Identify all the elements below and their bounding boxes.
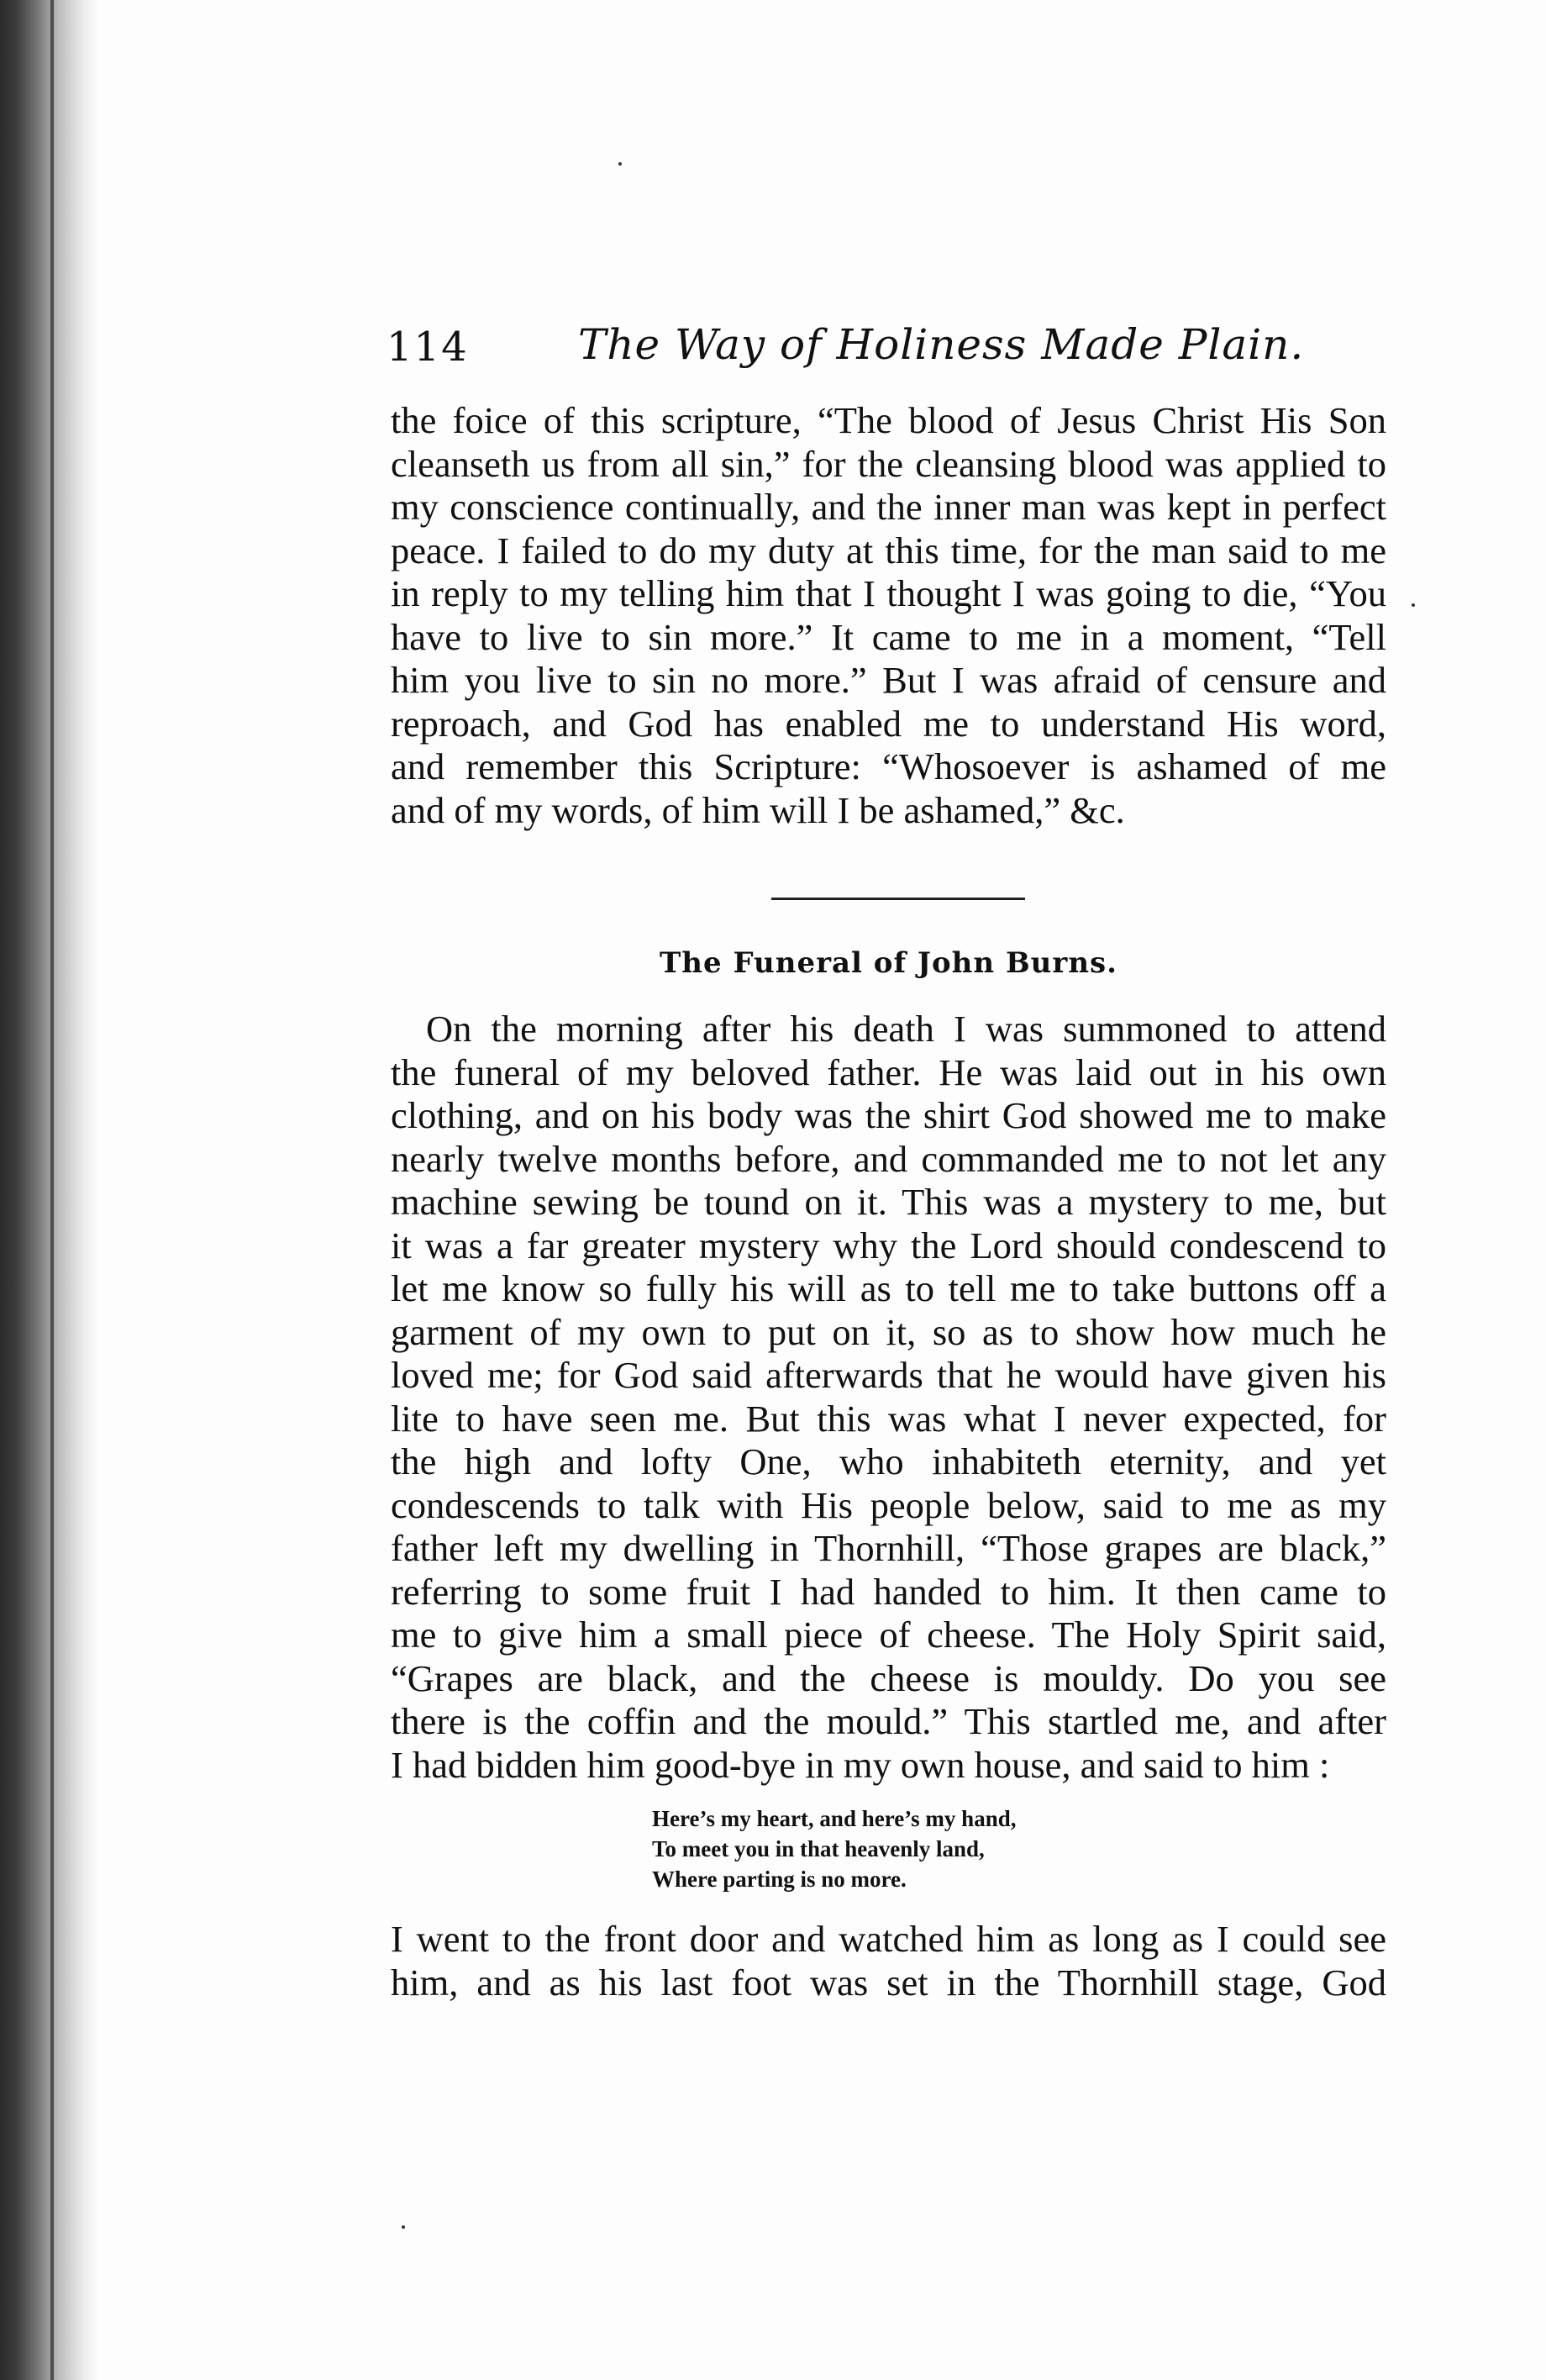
page-number: 114 (386, 324, 469, 371)
text-line: cleanseth us from all sin,” for the cleansing blood was applied to (391, 442, 1386, 485)
running-title: The Way of Holiness Made Plain. (578, 320, 1305, 369)
text-line: reproach, and God has enabled me to understand His word, (391, 702, 1386, 745)
verse-block (652, 1803, 1016, 1894)
text-line: have to live to sin more.” It came to me in a moment, “Tell (391, 615, 1386, 658)
text-line: loved me; for God said afterwards that he would have given his (391, 1354, 1386, 1396)
scan-speck (618, 162, 622, 166)
text-line: the high and lofty One, who inhabiteth eternity, and yet (391, 1440, 1386, 1482)
text-line: and of my words, of him will I be ashamed,” &c. (391, 788, 1125, 831)
verse-line: To meet you in that heavenly land, (652, 1836, 985, 1861)
text-line: the funeral of my beloved father. He was laid out in his own (391, 1050, 1386, 1093)
text-line: lite to have seen me. But this was what I never expected, for (391, 1397, 1386, 1440)
funeral-paragraph (391, 1008, 1386, 1787)
text-line: machine sewing be tound on it. This was a mystery to me, but (391, 1181, 1386, 1223)
section-heading: The Funeral of John Burns. (659, 946, 1118, 980)
text-line: clothing, and on his body was the shirt God showed me to make (391, 1094, 1386, 1136)
scan-speck (1412, 603, 1415, 607)
text-line: I went to the front door and watched him as long as I could see (391, 1918, 1386, 1960)
text-line: my conscience continually, and the inner man was kept in perfect (391, 486, 1386, 528)
book-gutter (0, 0, 101, 2380)
text-line: and remember this Scripture: “Whosoever is ashamed of me (391, 745, 1386, 787)
text-line: father left my dwelling in Thornhill, “Those grapes are black,” (391, 1527, 1386, 1569)
verse-line: Where parting is no more. (652, 1867, 907, 1892)
text-line: him you live to sin no more.” But I was afraid of censure and (391, 659, 1386, 701)
text-line: nearly twelve months before, and commanded me to not let any (391, 1137, 1386, 1180)
binding-edge (50, 0, 54, 2380)
scan-speck (402, 2225, 405, 2229)
text-line: condescends to talk with His people below, said to me as my (391, 1483, 1386, 1526)
text-line: peace. I failed to do my duty at this time, for the man said to me (391, 529, 1386, 571)
top-paragraph (391, 399, 1386, 832)
text-line: On the morning after his death I was summoned to attend (426, 1008, 1386, 1050)
text-line: let me know so fully his will as to tell me to take buttons off a (391, 1267, 1386, 1309)
page-header (386, 320, 1395, 382)
text-line: it was a far greater mystery why the Lord should condescend to (391, 1224, 1386, 1266)
text-line: the foice of this scripture, “The blood of Jesus Christ His Son (391, 399, 1386, 441)
verse-line: Here’s my heart, and here’s my hand, (652, 1806, 1017, 1831)
text-line: me to give him a small piece of cheese. The Holy Spirit said, (391, 1614, 1386, 1656)
closing-paragraph (391, 1918, 1386, 2004)
text-line: there is the coffin and the mould.” This startled me, and after (391, 1700, 1386, 1742)
text-line: in reply to my telling him that I thought I was going to die, “You (391, 572, 1386, 614)
text-line: I had bidden him good-bye in my own house, and said to him : (391, 1743, 1330, 1786)
text-line: “Grapes are black, and the cheese is mouldy. Do you see (391, 1656, 1386, 1699)
text-line: garment of my own to put on it, so as to show how much he (391, 1310, 1386, 1353)
text-line: him, and as his last foot was set in the Thornhill stage, God (391, 1961, 1386, 2004)
text-line: referring to some fruit I had handed to him. It then came to (391, 1570, 1386, 1613)
section-divider (771, 898, 1025, 900)
